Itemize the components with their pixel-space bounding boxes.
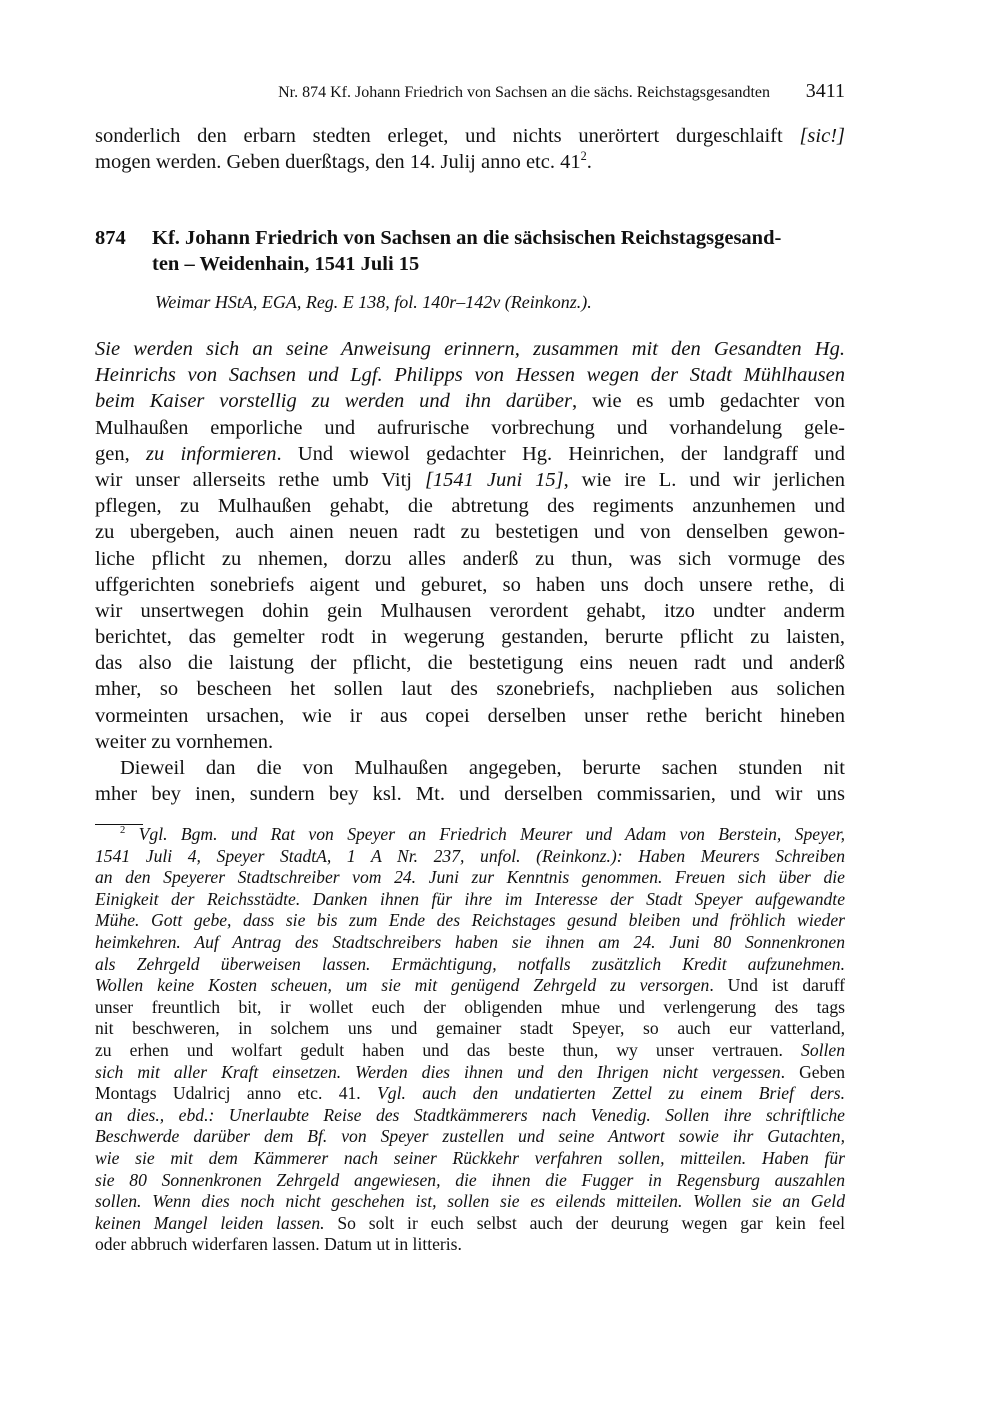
text-line bbox=[95, 546, 845, 572]
text-line bbox=[95, 824, 845, 846]
text-run: Sie werden sich an seine Anweisung erinnern, zusammen mit den Gesandten Hg. bbox=[95, 338, 845, 360]
text-line bbox=[95, 572, 845, 598]
text-run: vormeinten ursachen, wie ir aus copei derselben unser rethe bericht hineben bbox=[95, 704, 845, 727]
archival-source: Weimar HStA, EGA, Reg. E 138, fol. 140r–142v (Reinkonz.). bbox=[155, 292, 592, 312]
text-run: . Und ist daruff bbox=[709, 975, 845, 996]
text-line bbox=[95, 910, 845, 932]
text-run: wie sie mit dem Kämmerer nach seiner Rückkehr verfahren sollen, mitteilen. Haben für bbox=[95, 1147, 845, 1168]
text-run: Mulhaußen emporliche und aufrurische vorbrechung und vorhandelung gele- bbox=[95, 416, 845, 439]
text-run: wir unsertwegen dohin gein Mulhausen verordent gehabt, itzo undter anderm bbox=[95, 599, 845, 622]
text-run: unser freuntlich bit, ir wollet euch der obligenden mhue und verlengerung des tags bbox=[95, 996, 845, 1017]
running-title: Nr. 874 Kf. Johann Friedrich von Sachsen an die sächs. Reichstagsgesandten bbox=[278, 84, 770, 101]
text-line bbox=[95, 1126, 845, 1148]
text-run: mogen werden. Geben duerßtags, den 14. Julij anno etc. 41 bbox=[95, 151, 581, 174]
text-run: berichtet, das gemelter rodt in wegerung gestanden, berurte pflicht zu laisten, bbox=[95, 626, 845, 649]
text-run: . Geben bbox=[780, 1061, 846, 1082]
entry-body bbox=[95, 336, 845, 807]
text-line bbox=[95, 149, 845, 175]
text-run: wir unser allerseits rethe umb Vitj bbox=[95, 468, 425, 491]
text-run: Dieweil dan die von Mulhaußen angegeben, berurte sachen stunden nit bbox=[120, 757, 845, 779]
entry-title bbox=[152, 225, 845, 277]
text-run: an den Speyerer Stadtschreiber vom 24. Juni zur Kenntnis genommen. Freuen sich über die bbox=[95, 867, 845, 888]
text-run: , wie es umb gedachter von bbox=[571, 390, 845, 413]
text-line bbox=[95, 729, 845, 755]
text-line bbox=[95, 1148, 845, 1170]
text-line bbox=[95, 1018, 845, 1040]
text-run: weiter zu vornhemen. bbox=[95, 730, 274, 753]
text-run: sie 80 Sonnenkronen Zehrgeld angewiesen, die ihnen die Fugger in Regensburg auszahlen bbox=[95, 1169, 845, 1190]
text-run: Vgl. Bgm. und Rat von Speyer an Friedrich Meurer und Adam von Berstein, Speyer, bbox=[125, 824, 845, 844]
text-run: oder abbruch widerfaren lassen. Datum ut in litteris. bbox=[95, 1234, 462, 1255]
footnote-marker: 2 bbox=[120, 825, 126, 837]
text-run: sonderlich den erbarn stedten erleget, und nichts unerörtert durgeschlaift bbox=[95, 125, 800, 147]
text-run: zu ubergeben, auch ainen neuen radt zu bestetigen und von denselben gewon- bbox=[95, 521, 845, 544]
text-line bbox=[95, 123, 845, 149]
previous-entry-ending bbox=[95, 123, 845, 175]
text-run: an dies., ebd.: Unerlaubte Reise des Stadtkämmerers nach Venedig. Sollen ihre schriftliche bbox=[95, 1104, 845, 1125]
text-run: zu informieren bbox=[145, 442, 277, 465]
text-run: sich mit aller Kraft einsetzen. Werden dies ihnen und den Ihrigen nicht vergessen bbox=[95, 1061, 781, 1082]
text-run: mher bey inen, sundern bey ksl. Mt. und derselben commissarien, und wir uns bbox=[95, 783, 845, 806]
text-line bbox=[95, 362, 845, 388]
text-line bbox=[95, 1040, 845, 1062]
text-run: gen, bbox=[95, 442, 146, 465]
text-line bbox=[95, 467, 845, 493]
text-line bbox=[95, 493, 845, 519]
text-line bbox=[95, 624, 845, 650]
text-run: Vgl. auch den undatierten Zettel zu einem Brief ders. bbox=[377, 1083, 845, 1104]
text-line bbox=[95, 388, 845, 414]
text-line bbox=[95, 975, 845, 997]
text-run: Beschwerde darüber dem Bf. von Speyer zustellen und seine Antwort sowie ihr Gutachten, bbox=[95, 1126, 845, 1147]
text-line bbox=[95, 889, 845, 911]
text-run: als Zehrgeld überweisen lassen. Ermächtigung, notfalls zusätzlich Kredit aufzunehmen. bbox=[95, 953, 845, 974]
text-line bbox=[95, 954, 845, 976]
text-run: , wie ire L. und wir jerlichen bbox=[563, 468, 846, 491]
text-line bbox=[95, 519, 845, 545]
text-run: Sollen bbox=[801, 1039, 845, 1060]
text-line bbox=[95, 846, 845, 868]
text-run: nit beschweren, in solchem uns und gemainer stadt Speyer, so auch eur vatterland, bbox=[95, 1018, 845, 1039]
text-run: [sic!] bbox=[799, 125, 845, 147]
text-line bbox=[95, 1105, 845, 1127]
entry-number: 874 bbox=[95, 227, 126, 249]
text-line bbox=[95, 415, 845, 441]
text-run: 1541 Juli 4, Speyer StadtA, 1 A Nr. 237, unfol. (Reinkonz.): Haben Meurers Schreiben bbox=[95, 845, 845, 866]
text-line bbox=[95, 755, 845, 781]
text-line bbox=[95, 598, 845, 624]
text-line bbox=[95, 1062, 845, 1084]
text-run: Einigkeit der Reichsstädte. Danken ihnen für ihre im Interesse der Stadt Speyer aufgewandte bbox=[95, 888, 845, 909]
text-run: sollen. Wenn dies noch nicht geschehen ist, sollen sie es eilends mitteilen. Wollen sie an Geld bbox=[95, 1191, 845, 1212]
entry-title-line: Kf. Johann Friedrich von Sachsen an die sächsischen Reichstagsgesand- bbox=[152, 227, 782, 249]
text-line bbox=[95, 441, 845, 467]
text-run: . bbox=[586, 151, 592, 174]
text-run: keinen Mangel leiden lassen. bbox=[95, 1212, 325, 1233]
page-number: 3411 bbox=[805, 80, 845, 102]
running-header bbox=[95, 80, 845, 106]
text-line bbox=[95, 703, 845, 729]
footnote-marker: 2 bbox=[580, 149, 587, 164]
text-line bbox=[95, 1191, 845, 1213]
text-line bbox=[95, 676, 845, 702]
text-run: das also die laistung der pflicht, die bestetigung eins neuen radt und anderß bbox=[95, 652, 845, 675]
text-line bbox=[95, 997, 845, 1019]
text-run: pflegen, zu Mulhaußen gehabt, die abtretung des regiments anzunhemen und bbox=[95, 495, 845, 518]
text-run: liche pflicht zu nhemen, dorzu alles anderß zu thun, was sich vormuge des bbox=[95, 547, 845, 570]
text-run: Mühe. Gott gebe, dass sie bis zum Ende des Reichstages gesund bleiben und fröhlich wieder bbox=[95, 910, 845, 931]
text-run: So solt ir euch selbst auch der deurung wegen gar kein feel bbox=[324, 1212, 846, 1233]
text-run: heimkehren. Auf Antrag des Stadtschreibers haben sie ihnen am 24. Juni 80 Sonnenkronen bbox=[95, 931, 845, 952]
text-line bbox=[95, 650, 845, 676]
text-run: uffgerichten sonebriefs aigent und geburet, so haben uns doch unsere rethe, di bbox=[95, 573, 845, 596]
text-line bbox=[95, 1213, 845, 1235]
text-run: Montags Udalricj anno etc. 41. bbox=[95, 1083, 378, 1104]
text-line bbox=[95, 781, 845, 807]
text-run: zu erhen und wolfart gedult haben und das beste thun, wy unser vertrauen. bbox=[95, 1039, 802, 1060]
text-run: . Und wiewol gedachter Hg. Heinrichen, der landgraff und bbox=[276, 442, 845, 465]
text-line bbox=[95, 336, 845, 362]
footnote bbox=[95, 824, 845, 1256]
text-line bbox=[95, 1170, 845, 1192]
text-run: Heinrichs von Sachsen und Lgf. Philipps von Hessen wegen der Stadt Mühlhausen bbox=[95, 364, 845, 387]
text-run: beim Kaiser vorstellig zu werden und ihn darüber bbox=[95, 390, 572, 413]
text-line bbox=[95, 867, 845, 889]
text-run: mher, so bescheen het sollen laut des szonebriefs, nachplieben aus solichen bbox=[95, 678, 845, 701]
text-line bbox=[95, 932, 845, 954]
text-run: [1541 Juni 15] bbox=[424, 468, 564, 491]
text-run: Wollen keine Kosten scheuen, um sie mit genügend Zehrgeld zu versorgen bbox=[95, 975, 710, 996]
text-line bbox=[95, 1234, 845, 1256]
text-line bbox=[95, 1083, 845, 1105]
entry-title-line: ten – Weidenhain, 1541 Juli 15 bbox=[152, 253, 420, 275]
